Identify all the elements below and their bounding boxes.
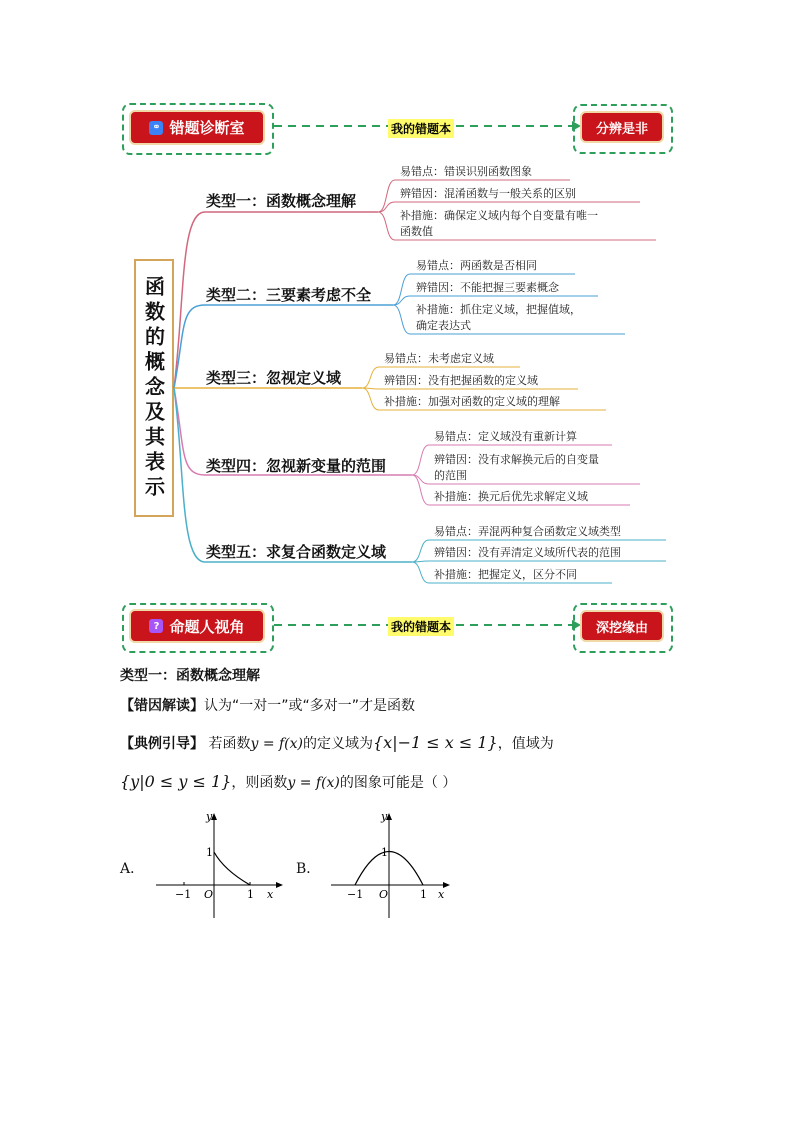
- origin-label: O: [204, 888, 214, 901]
- leaf-text: 易错点：定义域没有重新计算: [434, 430, 577, 443]
- option-b-graph: [325, 810, 465, 922]
- leaf-text: 易错点：两函数是否相同: [416, 259, 537, 272]
- banner2-mid-label: 我的错题本: [388, 617, 454, 636]
- example-text-d: ，则函数: [231, 775, 288, 791]
- leaf-text: 函数值: [400, 225, 433, 238]
- axis-label-y: y: [381, 810, 388, 823]
- mindmap-root-text: 函数的概念及其表示: [141, 275, 166, 501]
- branch-type5: 类型五：求复合函数定义域: [206, 543, 387, 561]
- leaf-text: 辨错因：混淆函数与一般关系的区别: [400, 187, 576, 200]
- link-icon: ⚭: [149, 121, 163, 135]
- example-text-b: 的定义域为: [303, 736, 373, 752]
- section-heading: 类型一：函数概念理解: [120, 668, 260, 684]
- branch-type4: 类型四：忽视新变量的范围: [206, 457, 387, 475]
- reason-tag: 【错因解读】: [120, 698, 204, 714]
- leaf-text: 辨错因：没有弄清定义域所代表的范围: [434, 546, 621, 559]
- tick-label-neg1: −1: [347, 888, 364, 901]
- leaf-text: 辨错因：没有求解换元后的自变量: [434, 453, 599, 466]
- option-a-graph: [150, 810, 290, 922]
- leaf-text: 的范围: [434, 469, 467, 482]
- banner-mid-label: 我的错题本: [388, 119, 454, 138]
- example-line-2: [120, 772, 456, 792]
- range-set: {y|0 ≤ y ≤ 1}: [120, 772, 232, 791]
- banner-right-tag: 分辨是非: [580, 111, 664, 143]
- banner2-title-text: 命题人视角: [169, 617, 245, 636]
- branch-type3: 类型三：忽视定义域: [206, 369, 342, 387]
- tick-label-x1: 1: [420, 888, 427, 901]
- example-text-c: ，值域为: [497, 736, 554, 752]
- leaf-text: 辨错因：不能把握三要素概念: [416, 281, 559, 294]
- branch-type1: 类型一：函数概念理解: [206, 192, 357, 210]
- banner2-title: [129, 609, 265, 643]
- leaf-text: 易错点：弄混两种复合函数定义域类型: [434, 525, 621, 538]
- example-line-1: [120, 733, 554, 753]
- example-tag: 【典例引导】: [120, 736, 204, 752]
- branch-type2: 类型二：三要素考虑不全: [206, 286, 372, 304]
- axis-label-y: y: [206, 810, 213, 823]
- tick-label-y1: 1: [381, 846, 388, 859]
- option-b-label: B．: [296, 861, 321, 877]
- function-expr-2: y = f(x): [287, 775, 340, 791]
- banner2-right-tag: 深挖缘由: [580, 610, 664, 642]
- tick-label-y1: 1: [206, 846, 213, 859]
- axis-label-x: x: [438, 888, 445, 901]
- leaf-text: 易错点：错误识别函数图象: [400, 165, 532, 178]
- leaf-text: 补措施：把握定义，区分不同: [434, 568, 577, 581]
- option-a-label: A．: [120, 861, 145, 877]
- example-text-e: 的图象可能是（ ）: [339, 775, 457, 791]
- leaf-text: 补措施：换元后优先求解定义域: [434, 490, 588, 503]
- question-icon: ?: [149, 619, 163, 633]
- tick-label-neg1: −1: [175, 888, 192, 901]
- reason-text: 认为“一对一”或“多对一”才是函数: [204, 698, 416, 714]
- example-text-a: 若函数: [208, 736, 251, 752]
- tick-label-x1: 1: [247, 888, 254, 901]
- axis-label-x: x: [267, 888, 274, 901]
- leaf-text: 补措施：加强对函数的定义域的理解: [384, 395, 560, 408]
- leaf-text: 补措施：确保定义域内每个自变量有唯一: [400, 209, 598, 222]
- leaf-text: 易错点：未考虑定义域: [384, 352, 494, 365]
- leaf-text: 辨错因：没有把握函数的定义域: [384, 374, 538, 387]
- banner-title-text: 错题诊断室: [169, 119, 245, 137]
- origin-label: O: [379, 888, 389, 901]
- leaf-text: 确定表达式: [416, 319, 471, 332]
- domain-set: {x|−1 ≤ x ≤ 1}: [373, 733, 498, 752]
- reason-line: [120, 695, 415, 715]
- function-expr: y = f(x): [250, 736, 303, 752]
- leaf-text: 补措施：抓住定义域，把握值域，: [416, 303, 581, 316]
